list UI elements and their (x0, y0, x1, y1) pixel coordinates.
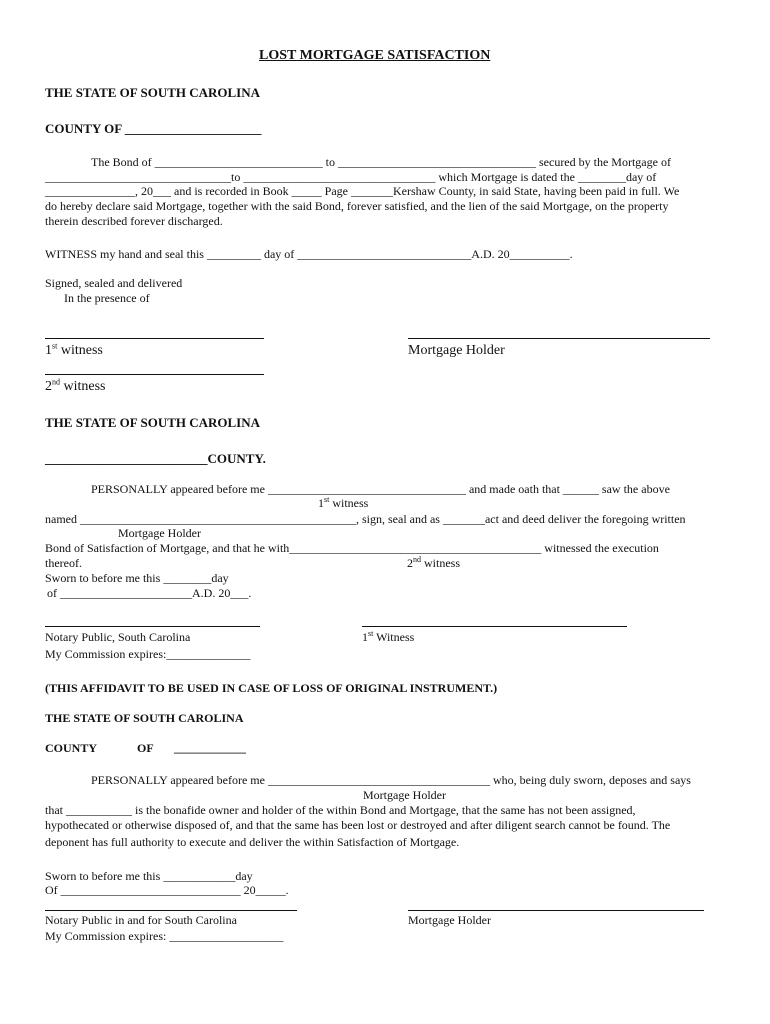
affidavit-line-4: deponent has full authority to execute and deliver the within Satisfaction of Mortgage. (45, 835, 460, 849)
county-of-label-3: OF (137, 741, 154, 755)
mortgage-holder-label: Mortgage Holder (408, 343, 505, 358)
affidavit-heading: (THIS AFFIDAVIT TO BE USED IN CASE OF LOSS OF ORIGINAL INSTRUMENT.) (45, 681, 498, 695)
affidavit-mortgage-holder-label: Mortgage Holder (408, 913, 491, 927)
personally-appeared-line-1: PERSONALLY appeared before me _________________________________ and made oath that ______ saw the above (91, 482, 670, 496)
county-label-3: COUNTY (45, 741, 98, 755)
affidavit-line-2: that ___________ is the bonafide owner and holder of the within Bond and Mortgage, that the same has not been assigned, (45, 803, 636, 817)
affidavit-line-3: hypothecated or otherwise disposed of, and that the same has been lost or destroyed and after diligent search cannot be found. The (45, 818, 671, 832)
mortgage-holder-sublabel: Mortgage Holder (118, 526, 201, 540)
bond-paragraph-line-1: The Bond of ____________________________ to _________________________________ secured by the Mortgage of (91, 155, 671, 169)
signed-sealed-text: Signed, sealed and delivered (45, 276, 183, 290)
county-heading-1: COUNTY OF _____________________ (45, 121, 262, 136)
commission-expires-line: My Commission expires:______________ (45, 647, 251, 661)
notary-label: Notary Public, South Carolina (45, 630, 191, 644)
affidavit-of-date-line: Of ______________________________ 20_____. (45, 883, 289, 897)
affidavit-line-1: PERSONALLY appeared before me _____________________________________ who, being duly sworn, deposes and says (91, 773, 691, 787)
second-witness-label: 2nd witness (45, 377, 106, 394)
state-heading-2: THE STATE OF SOUTH CAROLINA (45, 415, 261, 430)
bond-paragraph-line-3: _______________, 20___ and is recorded in Book _____ Page _______Kershaw County, in said State, having been paid in full. We (45, 184, 680, 198)
personally-appeared-line-2: named ______________________________________________, sign, seal and as _______act and deed deliver the foregoing written (45, 512, 686, 526)
personally-appeared-line-3: Bond of Satisfaction of Mortgage, and that he with__________________________________________ witnessed the execution (45, 541, 659, 555)
bond-paragraph-line-5: therein described forever discharged. (45, 214, 223, 228)
affidavit-notary-label: Notary Public in and for South Carolina (45, 913, 237, 927)
presence-text: In the presence of (64, 291, 150, 305)
of-date-line: of ______________________A.D. 20___. (47, 586, 252, 600)
state-heading-1: THE STATE OF SOUTH CAROLINA (45, 85, 261, 100)
affidavit-sworn-line: Sworn to before me this ____________day (45, 869, 253, 883)
thereof-text: thereof. (45, 556, 82, 570)
witness-hand-seal-line: WITNESS my hand and seal this _________ day of _____________________________A.D. 20__________. (45, 247, 573, 261)
sworn-line: Sworn to before me this ________day (45, 571, 229, 585)
county-blank-3: ____________ (174, 741, 246, 755)
affidavit-notary-signature-line (45, 910, 297, 911)
mortgage-holder-signature-line (408, 338, 710, 339)
bond-paragraph-line-2: _______________________________to ________________________________ which Mortgage is dated the ________day of (45, 170, 657, 184)
first-witness-label: 1st witness (45, 341, 103, 358)
affidavit-holder-signature-line (408, 910, 704, 911)
state-heading-3: THE STATE OF SOUTH CAROLINA (45, 711, 244, 725)
first-witness-signature-line (45, 338, 264, 339)
second-witness-signature-line (45, 374, 264, 375)
bond-paragraph-line-4: do hereby declare said Mortgage, together with the said Bond, forever satisfied, and the lien of the said Mortgage, on the property (45, 199, 669, 213)
witness-signature-line (362, 626, 627, 627)
affidavit-commission-expires-line: My Commission expires: ___________________ (45, 929, 284, 943)
second-witness-sublabel: 2nd witness (407, 555, 460, 570)
first-witness-sublabel: 1st witness (318, 495, 369, 510)
county-heading-2: _________________________COUNTY. (45, 451, 266, 466)
affidavit-mortgage-holder-sublabel: Mortgage Holder (363, 788, 446, 802)
notary-signature-line (45, 626, 260, 627)
first-witness-signature-label: 1st Witness (362, 629, 415, 644)
document-title: LOST MORTGAGE SATISFACTION (259, 48, 491, 63)
